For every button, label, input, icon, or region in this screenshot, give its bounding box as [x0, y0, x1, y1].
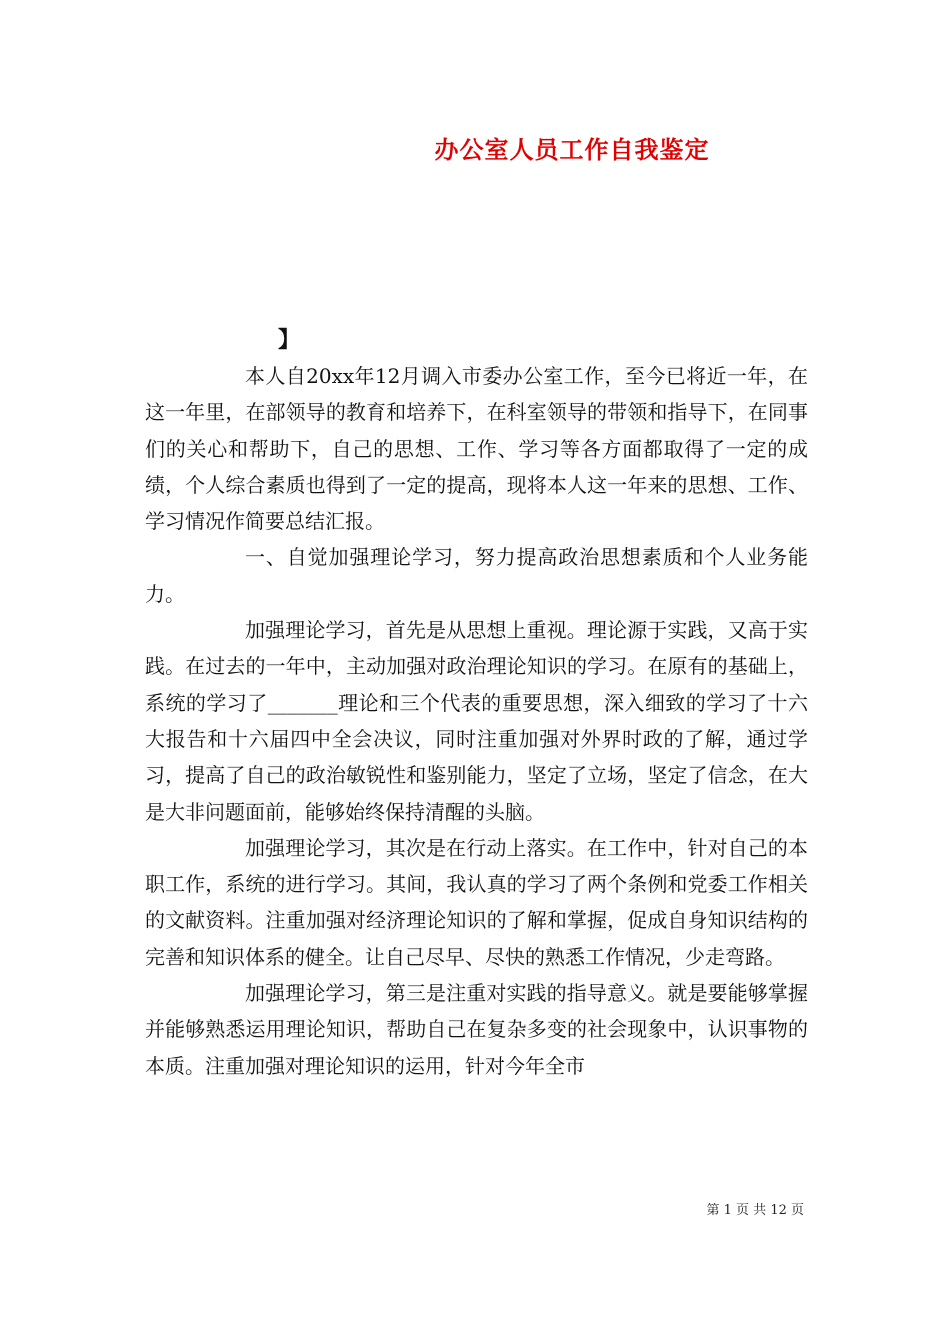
paragraph-section-heading: 一、自觉加强理论学习，努力提高政治思想素质和个人业务能力。: [145, 545, 808, 606]
page-number-footer: 第 1 页 共 12 页: [706, 1203, 804, 1218]
bracket-mark: 】: [278, 327, 301, 353]
paragraph-intro: 本人自20xx年12月调入市委办公室工作，至今已将近一年，在这一年里，在部领导的教育和培养下，在科室领导的带领和指导下，在同事们的关心和帮助下，自己的思想、工作、学习等各方面都取得了一定的成绩，个人综合素质也得到了一定的提高，现将本人这一年来的思想、工作、学习情况作简要总结汇报。: [145, 364, 808, 534]
paragraph-theory-second: 加强理论学习，其次是在行动上落实。在工作中，针对自己的本职工作，系统的进行学习。其间，我认真的学习了两个条例和党委工作相关的文献资料。注重加强对经济理论知识的了解和掌握，促成自身知识结构的完善和知识体系的健全。让自己尽早、尽快的熟悉工作情况，少走弯路。: [145, 835, 808, 969]
body-text: [145, 358, 808, 1084]
paragraph-theory-third: 加强理论学习，第三是注重对实践的指导意义。就是要能够掌握并能够熟悉运用理论知识，帮助自己在复杂多变的社会现象中，认识事物的本质。注重加强对理论知识的运用，针对今年全市: [145, 981, 808, 1078]
paragraph-theory-first: 加强理论学习，首先是从思想上重视。理论源于实践，又高于实践。在过去的一年中，主动加强对政治理论知识的学习。在原有的基础上，系统的学习了_______理论和三个代表的重要思想，深入细致的学习了十六大报告和十六届四中全会决议，同时注重加强对外界时政的了解，通过学习，提高了自己的政治敏锐性和鉴别能力，坚定了立场，坚定了信念，在大是大非问题面前，能够始终保持清醒的头脑。: [145, 618, 808, 824]
page-title: 办公室人员工作自我鉴定: [434, 135, 710, 164]
